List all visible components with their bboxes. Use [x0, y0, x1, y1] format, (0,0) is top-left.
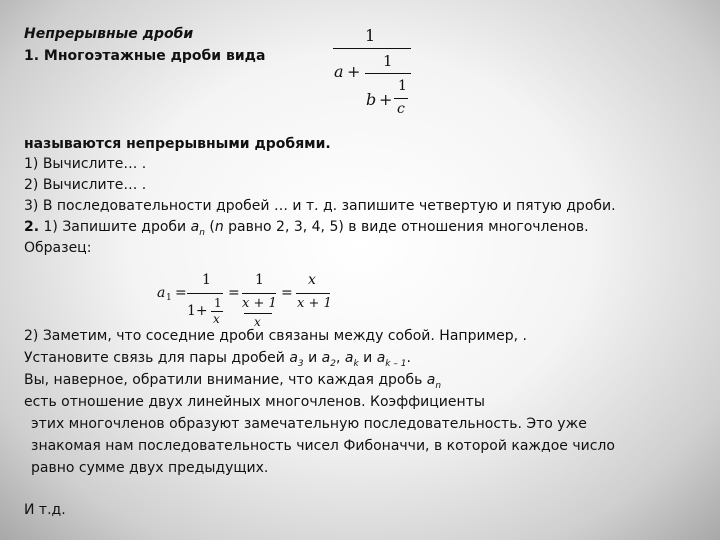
text-span: Установите связь для пары дробей	[24, 350, 290, 366]
math-var: a	[321, 350, 331, 366]
formula-denominator: x + 1	[242, 296, 277, 311]
text-line: называются непрерывными дробями.	[24, 136, 331, 152]
formula-var-a: a	[334, 62, 344, 81]
text-span: (	[204, 219, 215, 235]
formula-var-x: x	[254, 315, 261, 329]
math-var: a	[344, 350, 354, 366]
formula-plus: +	[347, 62, 361, 81]
text-line: равно сумме двух предыдущих.	[31, 460, 269, 476]
formula-denominator: 1+	[187, 303, 208, 319]
text-line: есть отношение двух линейных многочленов. Коэффициенты	[24, 394, 485, 410]
text-span: Вы, наверное, обратили внимание, что каждая дробь	[24, 372, 427, 388]
math-var: a	[190, 219, 200, 235]
fraction-bar	[296, 293, 330, 294]
formula-equals: =	[228, 285, 240, 301]
formula-numerator: 1	[214, 296, 222, 310]
fraction-bar	[365, 73, 411, 74]
text-span: и	[303, 350, 322, 366]
formula-var-b: b	[366, 90, 377, 109]
formula-numerator: 1	[383, 52, 393, 70]
text-line	[24, 350, 411, 369]
math-var: a	[426, 372, 436, 388]
text-span: ,	[335, 350, 345, 366]
math-subscript: k – 1	[385, 358, 407, 369]
fraction-bar	[187, 293, 223, 294]
math-var: a	[376, 350, 386, 366]
math-subscript: 2	[330, 358, 336, 369]
fraction-bar	[244, 313, 272, 314]
math-subscript: n	[435, 380, 442, 391]
math-subscript: k	[353, 358, 359, 369]
math-subscript: 3	[297, 358, 304, 369]
formula-subscript: 1	[166, 293, 172, 303]
formula-numerator: 1	[255, 272, 264, 288]
formula-numerator: 1	[202, 272, 211, 288]
text-line: 1) Вычислите… .	[24, 156, 147, 172]
text-span: 1) Запишите дроби	[39, 219, 191, 235]
fraction-bar	[333, 48, 411, 49]
formula-numerator: 1	[398, 78, 407, 94]
formula-var-a: a	[157, 285, 166, 301]
text-span: .	[406, 350, 411, 366]
formula-equals: =	[175, 285, 187, 301]
formula-var-x: x	[213, 312, 220, 326]
formula-denominator: x + 1	[297, 296, 332, 311]
fraction-bar	[242, 293, 276, 294]
text-line: 3) В последовательности дробей … и т. д. запишите четвертую и пятую дроби.	[24, 198, 616, 214]
text-line: И т.д.	[24, 502, 66, 518]
formula-numerator: x	[308, 272, 316, 288]
math-subscript: n	[199, 227, 205, 238]
fraction-bar	[394, 98, 408, 99]
text-span: и	[358, 350, 377, 366]
text-line: 2) Вычислите… .	[24, 177, 147, 193]
text-line	[24, 372, 441, 391]
text-span: равно 2, 3, 4, 5) в виде отношения многочленов.	[223, 219, 589, 235]
text-line: Образец:	[24, 240, 92, 256]
formula-equals: =	[281, 285, 293, 301]
formula-plus: +	[379, 90, 393, 109]
text-line: знакомая нам последовательность чисел Фибоначчи, в которой каждое число	[31, 438, 615, 454]
item-number: 2.	[24, 219, 40, 235]
text-line: этих многочленов образуют замечательную последовательность. Это уже	[31, 416, 587, 432]
section-heading: 1. Многоэтажные дроби вида	[24, 48, 266, 64]
math-var: n	[214, 219, 224, 235]
math-var: a	[289, 350, 298, 366]
formula-var-c: c	[397, 101, 405, 117]
formula-numerator: 1	[365, 26, 376, 45]
page-title: Непрерывные дроби	[24, 26, 194, 42]
text-line	[24, 219, 589, 238]
text-line: 2) Заметим, что соседние дроби связаны между собой. Например, .	[24, 328, 527, 344]
